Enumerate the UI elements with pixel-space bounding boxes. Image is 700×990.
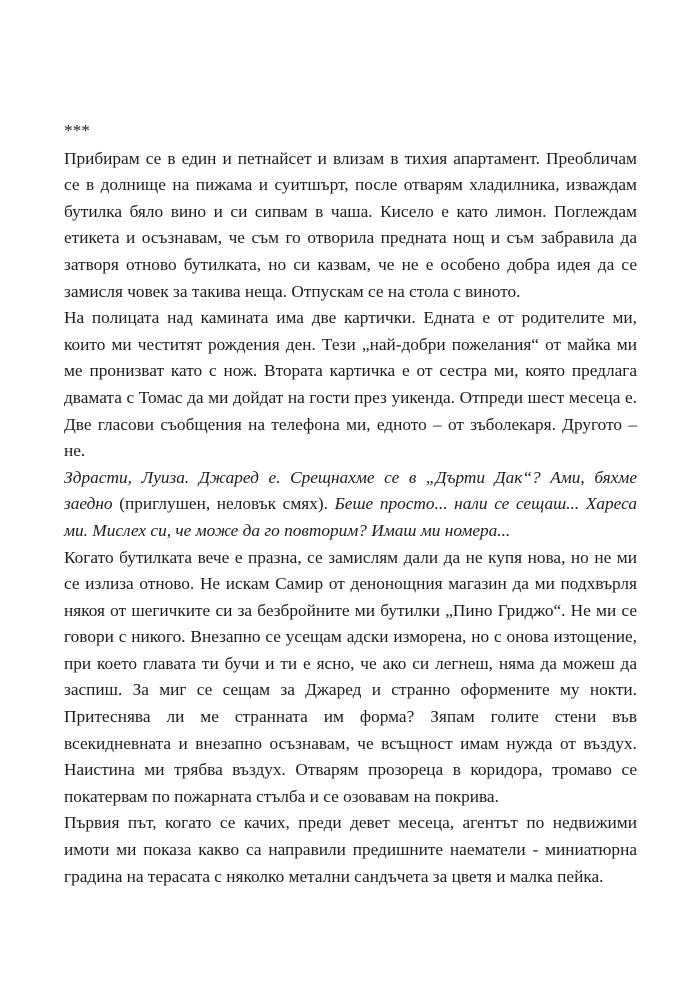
paragraph-5: Първия път, когато се качих, преди девет месеца, агентът по недвижими имоти ми показа какво са направили предишните наематели - миниатюрна градина на терасата с няколко метални сандъчета за цветя и малка пейка. xyxy=(64,813,637,886)
paragraph-1: Прибирам се в един и петнайсет и влизам в тихия апартамент. Преобличам се в долнище на пижама и суитшърт, после отварям хладилника, изваждам бутилка бяло вино и си сипвам в чаша. Кисело е като лимон. Поглеждам етикета и осъзнавам, че съм го отворила предната нощ и съм забравила да затворя отново бутилката, но си казвам, че не е особено добра идея да се замисля човек за такива неща. Отпускам се на стола с виното. xyxy=(64,148,637,301)
section-separator: *** xyxy=(64,121,90,140)
text-body xyxy=(64,118,637,890)
voicemail-text-2: Беше просто... нали се сещаш... Хареса ми. Мислех си, че може да го повторим? Имаш ми номера... xyxy=(64,494,637,540)
voicemail-paragraph xyxy=(64,465,637,545)
paragraph-4: Когато бутилката вече е празна, се замислям дали да не купя нова, но не ми се излиза отново. Не искам Самир от денонощния магазин да ми подхвърля някоя от шегичките си за безбройните ми бутилки „Пино Гриджо“. Не ми се говори с никого. Внезапно се усещам адски изморена, но с онова изтощение, при което главата ти бучи и ти е ясно, че ако си легнеш, няма да можеш да заспиш. За миг се сещам за Джаред и странно оформените му нокти. Притеснява ли ме странната им форма? Зяпам голите стени във всекидневната и внезапно осъзнавам, че всъщност имам нужда от въздух. Наистина ми трябва въздух. Отварям прозореца в коридора, тромаво се покатервам по пожарната стълба и се озовавам на покрива. xyxy=(64,547,637,806)
voicemail-aside: (приглушен, неловък смях). xyxy=(112,494,335,514)
voicemail-text-1: Здрасти, Луиза. Джаред е. Срещнахме се в „Дърти Дак“? Ами, бяхме заедно xyxy=(64,467,637,514)
paragraph-2: На полицата над камината има две картички. Едната е от родителите ми, които ми честитят рождения ден. Тези „най-добри пожелания“ от майка ми ме пронизват като с нож. Втората картичка е от сестра ми, която предлага двамата с Томас да ми дойдат на гости през уикенда. Отпреди шест месеца е. Две гласови съобщения на телефона ми, едното – от зъболекаря. Другото – не. xyxy=(64,308,637,461)
